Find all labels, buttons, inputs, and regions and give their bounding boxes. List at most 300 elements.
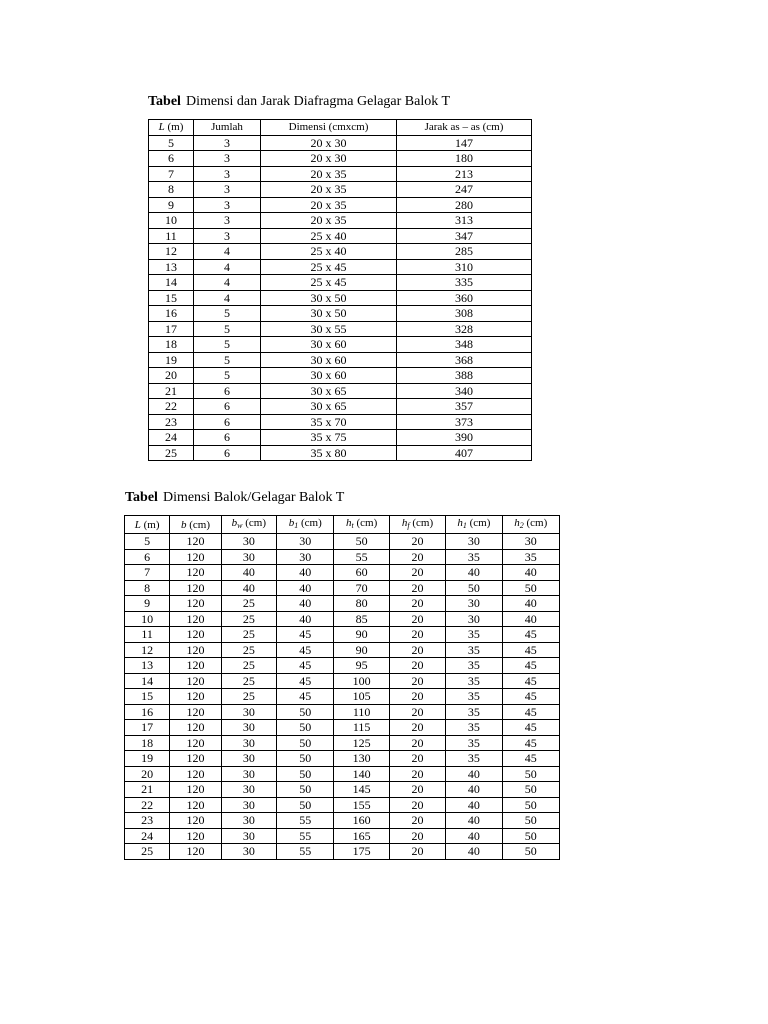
table-row — [125, 828, 560, 844]
table-cell: 120 — [170, 844, 221, 860]
table-row — [125, 689, 560, 705]
table-row — [149, 197, 532, 213]
table-cell: 120 — [170, 611, 221, 627]
cell-jarak: 147 — [397, 135, 532, 151]
table-cell: 30 — [221, 766, 276, 782]
table-row — [125, 534, 560, 550]
table-cell: 25 — [221, 658, 276, 674]
cell-dimensi: 20 x 35 — [261, 197, 397, 213]
table-cell: 35 — [446, 751, 502, 767]
table-cell: 50 — [502, 844, 559, 860]
table-cell: 30 — [221, 844, 276, 860]
cell-jumlah: 6 — [194, 399, 261, 415]
table-cell: 70 — [334, 580, 389, 596]
table-cell: 30 — [277, 549, 334, 565]
table-cell: 50 — [277, 704, 334, 720]
cell-jumlah: 6 — [194, 414, 261, 430]
table-header-row — [149, 120, 532, 136]
cell-jarak: 328 — [397, 321, 532, 337]
table-cell: 18 — [125, 735, 170, 751]
table-row — [149, 275, 532, 291]
cell-dimensi: 35 x 75 — [261, 430, 397, 446]
table-cell: 20 — [389, 735, 445, 751]
table-cell: 20 — [125, 766, 170, 782]
table-cell: 20 — [389, 627, 445, 643]
table-cell: 120 — [170, 797, 221, 813]
table-row — [125, 611, 560, 627]
table-cell: 20 — [389, 611, 445, 627]
table-row — [125, 782, 560, 798]
table-cell: 35 — [446, 642, 502, 658]
table-cell: 40 — [277, 611, 334, 627]
cell-length: 8 — [149, 182, 194, 198]
table-row — [125, 720, 560, 736]
table-cell: 15 — [125, 689, 170, 705]
table-cell: 17 — [125, 720, 170, 736]
table-row — [149, 151, 532, 167]
cell-jarak: 213 — [397, 166, 532, 182]
cell-length: 16 — [149, 306, 194, 322]
cell-length: 7 — [149, 166, 194, 182]
cell-length: 18 — [149, 337, 194, 353]
table2-caption-text: Dimensi Balok/Gelagar Balok T — [162, 490, 345, 505]
table-cell: 165 — [334, 828, 389, 844]
header-col-4: $h_t$ (cm) — [334, 516, 389, 534]
table-cell: 30 — [446, 596, 502, 612]
cell-jumlah: 3 — [194, 135, 261, 151]
table-cell: 45 — [277, 689, 334, 705]
table-row — [125, 549, 560, 565]
table-cell: 6 — [125, 549, 170, 565]
table-cell: 50 — [502, 813, 559, 829]
table-cell: 90 — [334, 642, 389, 658]
cell-jumlah: 3 — [194, 166, 261, 182]
header-col-3: $b_1$ (cm) — [277, 516, 334, 534]
cell-jarak: 407 — [397, 445, 532, 461]
table-cell: 45 — [502, 720, 559, 736]
table-cell: 20 — [389, 704, 445, 720]
table-cell: 40 — [277, 565, 334, 581]
table-cell: 14 — [125, 673, 170, 689]
table-cell: 20 — [389, 720, 445, 736]
cell-jarak: 313 — [397, 213, 532, 229]
table-cell: 35 — [446, 658, 502, 674]
table-cell: 20 — [389, 828, 445, 844]
table-cell: 120 — [170, 658, 221, 674]
table-cell: 20 — [389, 549, 445, 565]
cell-dimensi: 25 x 45 — [261, 275, 397, 291]
table-cell: 105 — [334, 689, 389, 705]
table-cell: 160 — [334, 813, 389, 829]
table1-caption-text: Dimensi dan Jarak Diafragma Gelagar Balok T — [185, 94, 451, 109]
table-cell: 50 — [277, 735, 334, 751]
table-cell: 16 — [125, 704, 170, 720]
header-col-5: $h_f$ (cm) — [389, 516, 445, 534]
cell-length: 13 — [149, 259, 194, 275]
cell-length: 12 — [149, 244, 194, 260]
table-cell: 13 — [125, 658, 170, 674]
table-cell: 45 — [502, 704, 559, 720]
cell-jarak: 310 — [397, 259, 532, 275]
table-cell: 55 — [277, 828, 334, 844]
table-cell: 85 — [334, 611, 389, 627]
cell-jarak: 247 — [397, 182, 532, 198]
table-cell: 35 — [446, 704, 502, 720]
table-cell: 35 — [446, 689, 502, 705]
cell-jumlah: 5 — [194, 337, 261, 353]
cell-length: 6 — [149, 151, 194, 167]
table-row — [125, 844, 560, 860]
cell-dimensi: 30 x 65 — [261, 399, 397, 415]
table-cell: 120 — [170, 596, 221, 612]
table-cell: 9 — [125, 596, 170, 612]
table-cell: 7 — [125, 565, 170, 581]
table-cell: 45 — [502, 627, 559, 643]
table-cell: 30 — [221, 813, 276, 829]
table-cell: 20 — [389, 797, 445, 813]
table-cell: 30 — [502, 534, 559, 550]
table-cell: 24 — [125, 828, 170, 844]
cell-jarak: 388 — [397, 368, 532, 384]
table-cell: 25 — [221, 627, 276, 643]
table-cell: 30 — [221, 534, 276, 550]
table-cell: 25 — [221, 689, 276, 705]
table-cell: 40 — [446, 797, 502, 813]
table-row — [149, 321, 532, 337]
cell-jarak: 347 — [397, 228, 532, 244]
table-cell: 50 — [277, 782, 334, 798]
table-cell: 30 — [446, 611, 502, 627]
cell-jarak: 280 — [397, 197, 532, 213]
table-row — [125, 627, 560, 643]
table-cell: 50 — [334, 534, 389, 550]
table-cell: 100 — [334, 673, 389, 689]
cell-dimensi: 30 x 60 — [261, 352, 397, 368]
cell-jumlah: 6 — [194, 430, 261, 446]
table-cell: 45 — [502, 689, 559, 705]
table-cell: 40 — [446, 828, 502, 844]
cell-length: 21 — [149, 383, 194, 399]
table-cell: 120 — [170, 565, 221, 581]
table-cell: 45 — [277, 658, 334, 674]
cell-length: 9 — [149, 197, 194, 213]
table-row — [125, 797, 560, 813]
table-cell: 50 — [502, 828, 559, 844]
cell-jarak: 357 — [397, 399, 532, 415]
cell-dimensi: 25 x 45 — [261, 259, 397, 275]
table-cell: 50 — [277, 751, 334, 767]
table-cell: 40 — [221, 565, 276, 581]
table-cell: 20 — [389, 766, 445, 782]
table-cell: 22 — [125, 797, 170, 813]
table-cell: 50 — [277, 766, 334, 782]
header-length: L (m) — [149, 120, 194, 136]
cell-jumlah: 5 — [194, 368, 261, 384]
table-cell: 50 — [502, 580, 559, 596]
table-cell: 30 — [221, 828, 276, 844]
table-row — [149, 290, 532, 306]
table-cell: 5 — [125, 534, 170, 550]
cell-dimensi: 20 x 35 — [261, 166, 397, 182]
table-cell: 120 — [170, 689, 221, 705]
header-dimensi: Dimensi (cmxcm) — [261, 120, 397, 136]
table-cell: 35 — [446, 673, 502, 689]
table-cell: 45 — [277, 642, 334, 658]
table-row — [125, 751, 560, 767]
table-cell: 35 — [446, 720, 502, 736]
table-cell: 140 — [334, 766, 389, 782]
table-cell: 95 — [334, 658, 389, 674]
cell-jumlah: 5 — [194, 321, 261, 337]
table-cell: 125 — [334, 735, 389, 751]
header-col-0: L (m) — [125, 516, 170, 534]
table-cell: 120 — [170, 534, 221, 550]
table-row — [149, 368, 532, 384]
cell-length: 22 — [149, 399, 194, 415]
table-row — [149, 259, 532, 275]
cell-jumlah: 6 — [194, 445, 261, 461]
cell-jarak: 360 — [397, 290, 532, 306]
cell-jarak: 340 — [397, 383, 532, 399]
table-cell: 19 — [125, 751, 170, 767]
cell-jarak: 373 — [397, 414, 532, 430]
table-cell: 110 — [334, 704, 389, 720]
beam-dimension-table — [124, 515, 560, 860]
table-cell: 50 — [502, 797, 559, 813]
table-cell: 30 — [221, 735, 276, 751]
cell-jumlah: 3 — [194, 213, 261, 229]
cell-dimensi: 35 x 70 — [261, 414, 397, 430]
table-cell: 55 — [277, 813, 334, 829]
cell-length: 17 — [149, 321, 194, 337]
cell-dimensi: 30 x 55 — [261, 321, 397, 337]
table-row — [125, 658, 560, 674]
cell-length: 20 — [149, 368, 194, 384]
cell-length: 19 — [149, 352, 194, 368]
table-cell: 120 — [170, 735, 221, 751]
cell-dimensi: 30 x 50 — [261, 306, 397, 322]
table-cell: 21 — [125, 782, 170, 798]
table-cell: 55 — [334, 549, 389, 565]
table-cell: 120 — [170, 642, 221, 658]
cell-jumlah: 4 — [194, 244, 261, 260]
table-row — [149, 352, 532, 368]
table-row — [149, 244, 532, 260]
table-cell: 120 — [170, 766, 221, 782]
table-row — [125, 813, 560, 829]
table-cell: 30 — [221, 549, 276, 565]
table-row — [125, 735, 560, 751]
table-cell: 25 — [221, 673, 276, 689]
table-cell: 50 — [277, 797, 334, 813]
cell-length: 25 — [149, 445, 194, 461]
cell-dimensi: 30 x 60 — [261, 337, 397, 353]
cell-jarak: 285 — [397, 244, 532, 260]
table-cell: 90 — [334, 627, 389, 643]
table-cell: 35 — [446, 549, 502, 565]
table-cell: 30 — [221, 751, 276, 767]
table-cell: 10 — [125, 611, 170, 627]
cell-jumlah: 3 — [194, 182, 261, 198]
table-cell: 120 — [170, 720, 221, 736]
table-row — [125, 642, 560, 658]
table-row — [149, 399, 532, 415]
table-cell: 120 — [170, 782, 221, 798]
table-row — [149, 306, 532, 322]
table-cell: 35 — [446, 627, 502, 643]
table-cell: 115 — [334, 720, 389, 736]
cell-jumlah: 5 — [194, 306, 261, 322]
cell-jumlah: 6 — [194, 383, 261, 399]
table-row — [149, 135, 532, 151]
table-row — [149, 182, 532, 198]
table-cell: 175 — [334, 844, 389, 860]
table-cell: 40 — [446, 766, 502, 782]
cell-length: 10 — [149, 213, 194, 229]
table-cell: 20 — [389, 673, 445, 689]
header-col-6: $h_1$ (cm) — [446, 516, 502, 534]
table-cell: 120 — [170, 580, 221, 596]
cell-jarak: 180 — [397, 151, 532, 167]
table-cell: 45 — [277, 627, 334, 643]
table-cell: 40 — [446, 844, 502, 860]
table-cell: 35 — [502, 549, 559, 565]
table-cell: 40 — [502, 596, 559, 612]
cell-length: 15 — [149, 290, 194, 306]
header-col-7: $h_2$ (cm) — [502, 516, 559, 534]
header-col-1: b (cm) — [170, 516, 221, 534]
table-cell: 45 — [502, 735, 559, 751]
table-cell: 8 — [125, 580, 170, 596]
cell-dimensi: 25 x 40 — [261, 228, 397, 244]
cell-jumlah: 3 — [194, 151, 261, 167]
cell-dimensi: 30 x 60 — [261, 368, 397, 384]
table-cell: 45 — [277, 673, 334, 689]
diaphragm-table — [148, 119, 532, 461]
cell-dimensi: 20 x 30 — [261, 135, 397, 151]
table-cell: 23 — [125, 813, 170, 829]
table-cell: 45 — [502, 751, 559, 767]
cell-dimensi: 35 x 80 — [261, 445, 397, 461]
table-cell: 20 — [389, 580, 445, 596]
table-cell: 45 — [502, 658, 559, 674]
table-cell: 20 — [389, 782, 445, 798]
table-cell: 30 — [277, 534, 334, 550]
cell-jumlah: 4 — [194, 290, 261, 306]
table-cell: 30 — [221, 720, 276, 736]
cell-jarak: 335 — [397, 275, 532, 291]
table-row — [149, 383, 532, 399]
cell-length: 5 — [149, 135, 194, 151]
table2-caption-label: Tabel — [125, 490, 158, 505]
cell-dimensi: 30 x 50 — [261, 290, 397, 306]
table-cell: 45 — [502, 642, 559, 658]
header-jarak: Jarak as – as (cm) — [397, 120, 532, 136]
cell-jarak: 348 — [397, 337, 532, 353]
table-cell: 40 — [446, 813, 502, 829]
table-cell: 20 — [389, 751, 445, 767]
table-cell: 80 — [334, 596, 389, 612]
table-row — [125, 766, 560, 782]
table-header-row — [125, 516, 560, 534]
table-cell: 40 — [221, 580, 276, 596]
cell-dimensi: 20 x 35 — [261, 182, 397, 198]
cell-length: 14 — [149, 275, 194, 291]
table2-caption — [125, 490, 344, 506]
table-cell: 20 — [389, 642, 445, 658]
table-row — [125, 704, 560, 720]
table-cell: 40 — [446, 565, 502, 581]
cell-jumlah: 4 — [194, 259, 261, 275]
table-cell: 11 — [125, 627, 170, 643]
table-cell: 30 — [221, 704, 276, 720]
table-cell: 30 — [221, 797, 276, 813]
table-cell: 155 — [334, 797, 389, 813]
table-cell: 40 — [277, 580, 334, 596]
cell-jarak: 368 — [397, 352, 532, 368]
cell-jarak: 390 — [397, 430, 532, 446]
table-row — [149, 213, 532, 229]
cell-dimensi: 25 x 40 — [261, 244, 397, 260]
table-row — [149, 414, 532, 430]
table-cell: 40 — [502, 565, 559, 581]
table-row — [149, 228, 532, 244]
table-row — [149, 337, 532, 353]
cell-dimensi: 20 x 35 — [261, 213, 397, 229]
table-cell: 30 — [446, 534, 502, 550]
cell-jumlah: 3 — [194, 197, 261, 213]
table-cell: 120 — [170, 627, 221, 643]
table-cell: 20 — [389, 596, 445, 612]
table-cell: 130 — [334, 751, 389, 767]
table-cell: 120 — [170, 673, 221, 689]
cell-jumlah: 5 — [194, 352, 261, 368]
table-cell: 45 — [502, 673, 559, 689]
table-cell: 40 — [277, 596, 334, 612]
table-cell: 20 — [389, 658, 445, 674]
table-cell: 120 — [170, 704, 221, 720]
cell-dimensi: 20 x 30 — [261, 151, 397, 167]
table-cell: 20 — [389, 844, 445, 860]
cell-dimensi: 30 x 65 — [261, 383, 397, 399]
cell-jumlah: 4 — [194, 275, 261, 291]
cell-length: 24 — [149, 430, 194, 446]
table-cell: 50 — [446, 580, 502, 596]
table-cell: 50 — [502, 782, 559, 798]
table-row — [125, 580, 560, 596]
header-jumlah: Jumlah — [194, 120, 261, 136]
table-cell: 120 — [170, 813, 221, 829]
table-row — [125, 596, 560, 612]
table-cell: 25 — [125, 844, 170, 860]
table-cell: 20 — [389, 565, 445, 581]
table-cell: 120 — [170, 828, 221, 844]
table-cell: 60 — [334, 565, 389, 581]
table-row — [149, 430, 532, 446]
cell-jumlah: 3 — [194, 228, 261, 244]
cell-length: 23 — [149, 414, 194, 430]
table-cell: 25 — [221, 596, 276, 612]
table-cell: 145 — [334, 782, 389, 798]
table-cell: 12 — [125, 642, 170, 658]
table-row — [125, 673, 560, 689]
table-cell: 120 — [170, 751, 221, 767]
table1-caption-label: Tabel — [148, 94, 181, 109]
table-row — [125, 565, 560, 581]
table-row — [149, 445, 532, 461]
table-cell: 20 — [389, 689, 445, 705]
table-cell: 35 — [446, 735, 502, 751]
